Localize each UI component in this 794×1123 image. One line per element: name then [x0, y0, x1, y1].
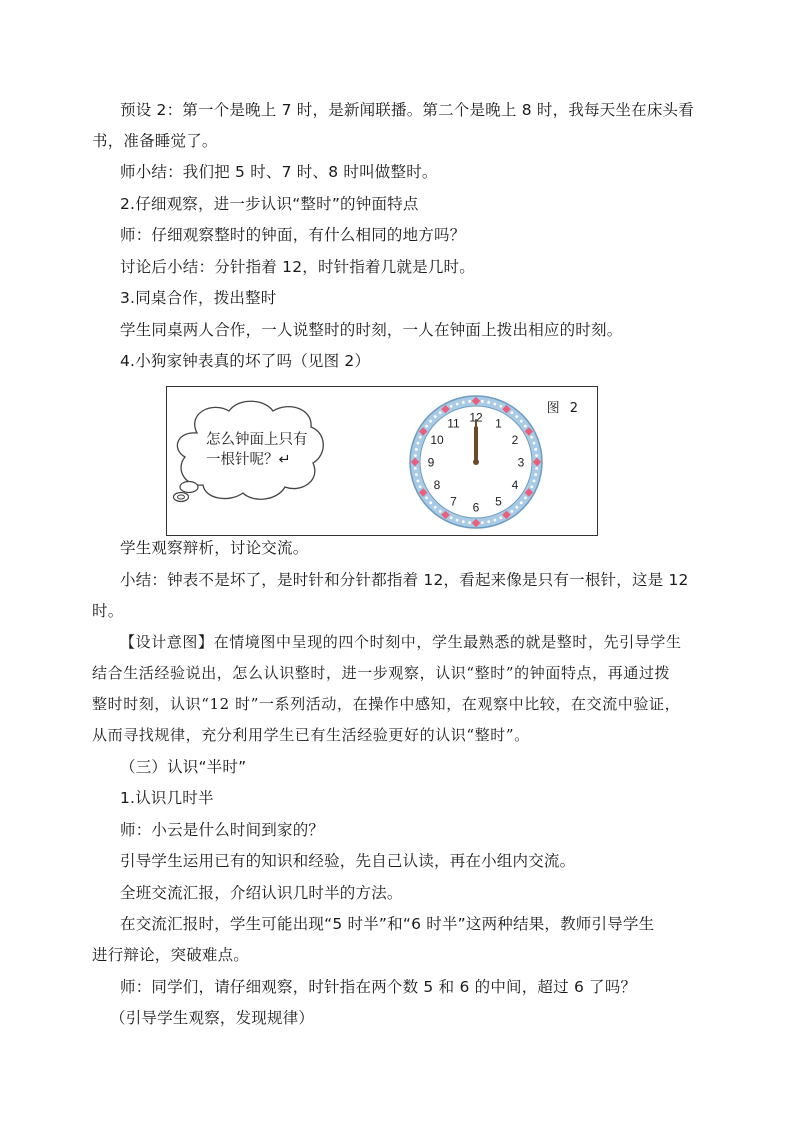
minute-dot: [524, 425, 527, 428]
bubble-text-line-1: 怎么钟面上只有: [206, 432, 308, 448]
minute-dot: [499, 516, 502, 519]
minute-dot: [481, 400, 484, 403]
minute-dot: [415, 448, 418, 451]
section-heading: 1.认识几时半: [120, 789, 214, 807]
clock-number: 12: [469, 410, 483, 425]
text-line: 在交流汇报时，学生可能出现“5 时半”和“6 时半”这两种结果，教师引导学生: [120, 915, 655, 933]
text-line: 学生观察辩析，讨论交流。: [120, 539, 309, 557]
text-line: 师：同学们，请仔细观察，时针指在两个数 5 和 6 的中间，超过 6 了吗？: [120, 978, 637, 996]
minute-dot: [434, 415, 437, 418]
minute-dot: [487, 520, 490, 523]
minute-dot: [510, 411, 513, 414]
minute-dot: [425, 425, 428, 428]
minute-dot: [417, 442, 420, 445]
minute-dot: [450, 405, 453, 408]
clock-number: 3: [517, 455, 525, 470]
minute-dot: [419, 436, 422, 439]
minute-dot: [414, 454, 417, 457]
minute-dot: [535, 467, 538, 470]
minute-dot: [487, 401, 490, 404]
clock-number: 6: [472, 500, 480, 515]
minute-dot: [434, 506, 437, 509]
clock-face: [404, 390, 548, 534]
minute-dot: [499, 405, 502, 408]
bubble-text-line-2: 一根针呢？↵: [206, 452, 291, 468]
minute-dot: [533, 479, 536, 482]
text-line: 师：仔细观察整时的钟面，有什么相同的地方吗？: [120, 226, 466, 244]
minute-dot: [414, 467, 417, 470]
text-line: 全班交流汇报，介绍认识几时半的方法。: [120, 884, 403, 902]
text-line: 师：小云是什么时间到家的？: [120, 821, 325, 839]
clock-number: 11: [447, 416, 460, 431]
minute-dot: [439, 510, 442, 513]
figure-label: 图 2: [546, 401, 581, 416]
minute-dot: [535, 454, 538, 457]
section-heading: （三）认识“半时”: [120, 758, 247, 776]
clock-number: 1: [495, 416, 502, 431]
minute-dot: [530, 485, 533, 488]
text-line: 预设 2：第一个是晚上 7 时，是新闻联播。第二个是晚上 8 时，我每天坐在床头看: [120, 101, 694, 119]
minute-dot: [533, 442, 536, 445]
section-heading: 4.小狗家钟表真的坏了吗（见图 2）: [120, 352, 371, 370]
minute-dot: [462, 520, 465, 523]
text-line: 小结：钟表不是坏了，是时针和分针都指着 12，看起来像是只有一根针，这是 12: [120, 571, 689, 589]
minute-dot: [468, 521, 471, 524]
minute-dot: [534, 448, 537, 451]
minute-dot: [468, 400, 471, 403]
clock-number: 4: [511, 478, 519, 492]
minute-dot: [462, 401, 465, 404]
figure-2: [166, 386, 598, 536]
clock-number: 8: [433, 478, 441, 492]
minute-dot: [415, 473, 418, 476]
minute-dot: [493, 403, 496, 406]
minute-dot: [456, 403, 459, 406]
text-line: 师小结：我们把 5 时、7 时、8 时叫做整时。: [120, 163, 438, 181]
text-line: 学生同桌两人合作，一人说整时的时刻，一人在钟面上拨出相应的时刻。: [120, 321, 623, 339]
clock-center: [473, 459, 479, 465]
design-intent-line: 【设计意图】在情境图中呈现的四个时刻中，学生最熟悉的就是整时，先引导学生: [120, 633, 682, 651]
minute-dot: [425, 496, 428, 499]
minute-dot: [510, 510, 513, 513]
minute-dot: [419, 485, 422, 488]
clock-number: 5: [495, 494, 502, 509]
minute-dot: [481, 521, 484, 524]
clock-number: 10: [430, 433, 444, 447]
minute-dot: [534, 473, 537, 476]
clock-number: 7: [450, 494, 457, 509]
minute-dot: [439, 411, 442, 414]
minute-dot: [515, 415, 518, 418]
clock-number: 9: [427, 455, 435, 470]
section-heading: 3.同桌合作，拨出整时: [120, 289, 277, 307]
text-line: 讨论后小结：分针指着 12，时针指着几就是几时。: [120, 258, 475, 276]
minute-dot: [520, 420, 523, 423]
text-line: （引导学生观察，发现规律）: [110, 1009, 315, 1027]
minute-dot: [456, 519, 459, 522]
text-line: 时。: [92, 602, 124, 620]
design-intent-line: 从而寻找规律，充分利用学生已有生活经验更好的认识“整时”。: [92, 726, 530, 744]
clock-number: 2: [511, 433, 519, 447]
text-line: 书，准备睡觉了。: [92, 132, 218, 150]
minute-dot: [450, 516, 453, 519]
minute-dot: [530, 436, 533, 439]
minute-dot: [429, 420, 432, 423]
text-line: 引导学生运用已有的知识和经验，先自己认读，再在小组内交流。: [120, 852, 576, 870]
minute-dot: [520, 501, 523, 504]
text-line: 进行辩论，突破难点。: [92, 946, 250, 964]
design-intent-line: 结合生活经验说出，怎么认识整时，进一步观察，认识“整时”的钟面特点，再通过拨: [92, 664, 671, 682]
section-heading: 2.仔细观察，进一步认识“整时”的钟面特点: [120, 195, 419, 213]
minute-dot: [515, 506, 518, 509]
design-intent-line: 整时时刻，认识“12 时”一系列活动，在操作中感知，在观察中比较，在交流中验证，: [92, 695, 681, 713]
minute-dot: [524, 496, 527, 499]
minute-dot: [417, 479, 420, 482]
minute-dot: [429, 501, 432, 504]
minute-dot: [493, 519, 496, 522]
